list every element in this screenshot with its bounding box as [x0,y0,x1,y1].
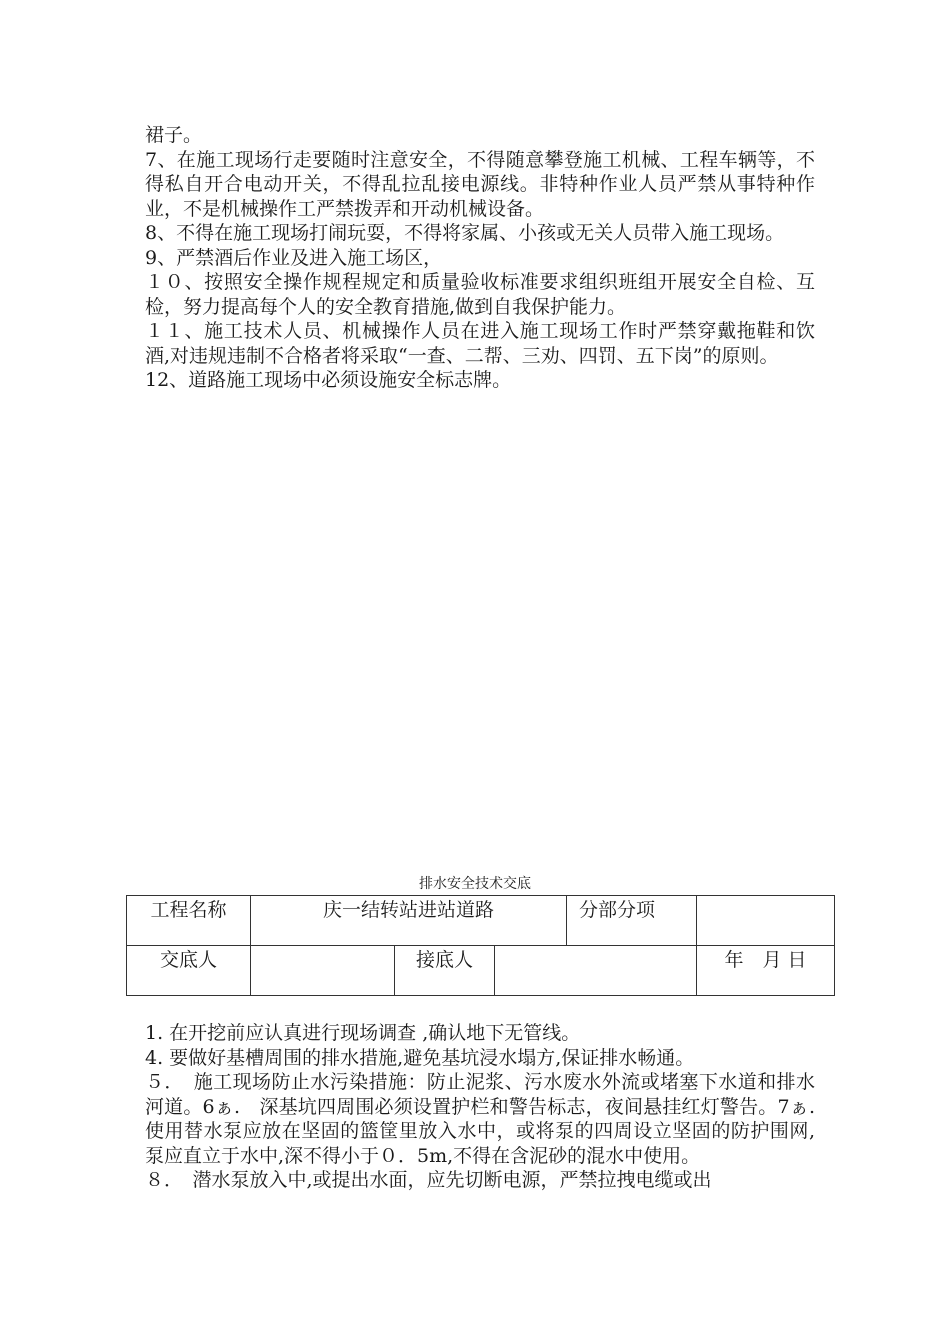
paragraph: 1. 在开挖前应认真进行现场调查 ,确认地下无管线。 [145,1022,581,1044]
paragraph: ５． 施工现场防止水污染措施：防止泥浆、污水废水外流或堵塞下水道和排水河道。6ぁ. 深基坑四周围必须设置护栏和警告标志，夜间悬挂红灯警告。7ぁ. 使用替水泵应放在坚固的篮筐里放入水中，或将泵的四周设立坚固的防护围网,泵应直立于水中,深不得小于０．5m,不得在含泥砂的混水中使用。 [145,1071,841,1167]
receiver-value [495,946,697,996]
receiver-label: 接底人 [395,946,495,996]
paragraph: 7、在施工现场行走要随时注意安全，不得随意攀登施工机械、工程车辆等，不得私自开合电动开关，不得乱拉乱接电源线。非特种作业人员严禁从事特种作业，不是机械操作工严禁拨弄和开动机械设备。 [145,148,815,220]
date-label: 年 月 日 [697,946,835,996]
paragraph: 8、不得在施工现场打闹玩耍，不得将家属、小孩或无关人员带入施工现场。 [145,222,785,244]
paragraph: １１、施工技术人员、机械操作人员在进入施工现场工作时严禁穿戴拖鞋和饮酒,对违规违制不合格者将采取“一查、二帮、三劝、四罚、五下岗”的原则。 [145,320,815,367]
presenter-label: 交底人 [127,946,251,996]
project-name-label: 工程名称 [127,896,251,946]
project-name-value: 庆一结转站进站道路 [251,896,567,946]
paragraph: 9、严禁酒后作业及进入施工场区， [145,246,443,269]
paragraph: 4. 要做好基槽周围的排水措施,避免基坑浸水塌方,保证排水畅通。 [145,1046,695,1069]
table-title: 排水安全技术交底 [419,876,531,892]
presenter-value [251,946,395,996]
subitem-label: 分部分项 [567,896,697,946]
paragraph: 裙子。 [145,124,203,146]
handover-info-table [126,895,835,996]
paragraph: 12、道路施工现场中必须设施安全标志牌。 [145,369,512,391]
safety-rules-section [145,123,815,393]
drainage-rules-section [145,1021,841,1193]
subitem-value [697,896,835,946]
paragraph: １０、按照安全操作规程规定和质量验收标准要求组织班组开展安全自检、互检，努力提高每个人的安全教育措施,做到自我保护能力。 [145,271,815,318]
paragraph: ８． 潜水泵放入中,或提出水面，应先切断电源，严禁拉拽电缆或出 [145,1169,712,1191]
